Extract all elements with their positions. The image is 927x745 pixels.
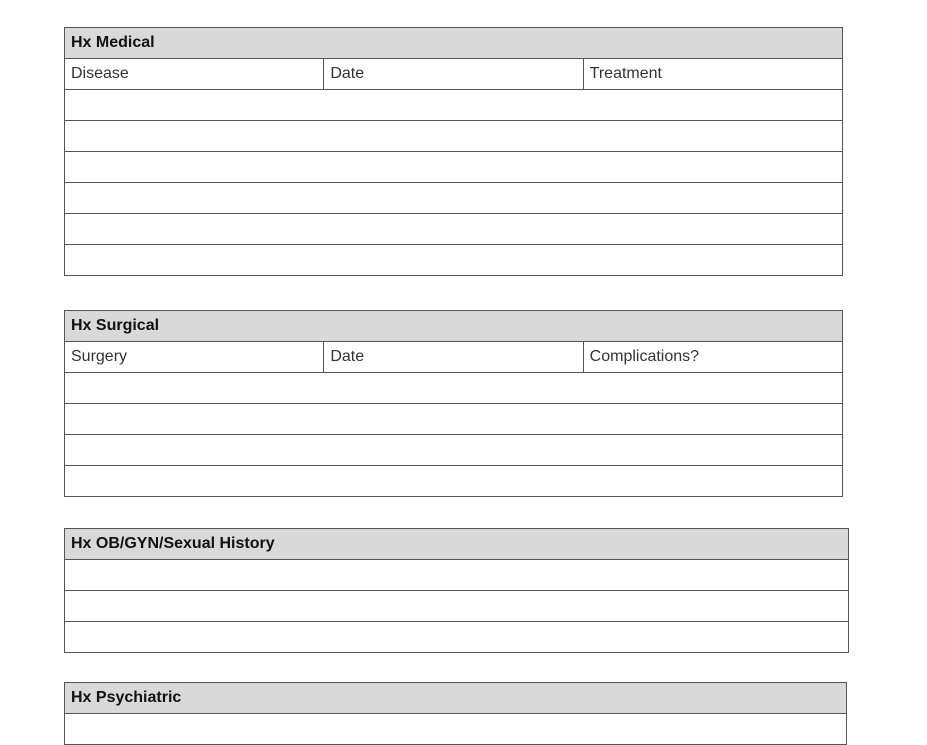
psychiatric-history-table bbox=[64, 682, 847, 745]
blank-entry-field[interactable] bbox=[65, 90, 843, 121]
surgical-history-title: Hx Surgical bbox=[65, 311, 843, 342]
blank-entry-field[interactable] bbox=[65, 466, 843, 497]
obgyn-history-title: Hx OB/GYN/Sexual History bbox=[65, 529, 849, 560]
table-row bbox=[65, 435, 843, 466]
section-header-row bbox=[65, 311, 843, 342]
blank-entry-field[interactable] bbox=[65, 404, 843, 435]
section-header-row bbox=[65, 683, 847, 714]
table-row bbox=[65, 90, 843, 121]
table-row bbox=[65, 466, 843, 497]
column-header-surgery: Surgery bbox=[65, 342, 324, 373]
column-header-date: Date bbox=[324, 342, 583, 373]
column-header-row bbox=[65, 342, 843, 373]
table-row bbox=[65, 245, 843, 276]
section-header-row bbox=[65, 28, 843, 59]
blank-entry-field[interactable] bbox=[65, 183, 843, 214]
blank-entry-field[interactable] bbox=[65, 121, 843, 152]
obgyn-history-table bbox=[64, 528, 849, 653]
psychiatric-history-section bbox=[64, 682, 847, 745]
column-header-disease: Disease bbox=[65, 59, 324, 90]
header-border-gap bbox=[323, 26, 844, 27]
blank-entry-field[interactable] bbox=[65, 435, 843, 466]
column-header-row bbox=[65, 59, 843, 90]
table-row bbox=[65, 560, 849, 591]
medical-history-title: Hx Medical bbox=[65, 28, 843, 59]
column-header-treatment: Treatment bbox=[583, 59, 842, 90]
table-row bbox=[65, 214, 843, 245]
blank-entry-field[interactable] bbox=[65, 214, 843, 245]
table-row bbox=[65, 373, 843, 404]
table-row bbox=[65, 622, 849, 653]
blank-entry-field[interactable] bbox=[65, 245, 843, 276]
psychiatric-history-title: Hx Psychiatric bbox=[65, 683, 847, 714]
blank-entry-field[interactable] bbox=[65, 152, 843, 183]
medical-history-table bbox=[64, 27, 843, 276]
surgical-history-table bbox=[64, 310, 843, 497]
column-header-complications: Complications? bbox=[583, 342, 842, 373]
medical-history-section bbox=[64, 27, 843, 276]
blank-entry-field[interactable] bbox=[65, 591, 849, 622]
table-row bbox=[65, 152, 843, 183]
blank-entry-field[interactable] bbox=[65, 560, 849, 591]
obgyn-history-section bbox=[64, 528, 849, 653]
surgical-history-section bbox=[64, 310, 843, 497]
blank-entry-field[interactable] bbox=[65, 373, 843, 404]
header-border-gap bbox=[323, 309, 844, 310]
table-row bbox=[65, 121, 843, 152]
section-header-row bbox=[65, 529, 849, 560]
table-row bbox=[65, 183, 843, 214]
table-row bbox=[65, 404, 843, 435]
blank-entry-field[interactable] bbox=[65, 622, 849, 653]
table-row bbox=[65, 591, 849, 622]
column-header-date: Date bbox=[324, 59, 583, 90]
